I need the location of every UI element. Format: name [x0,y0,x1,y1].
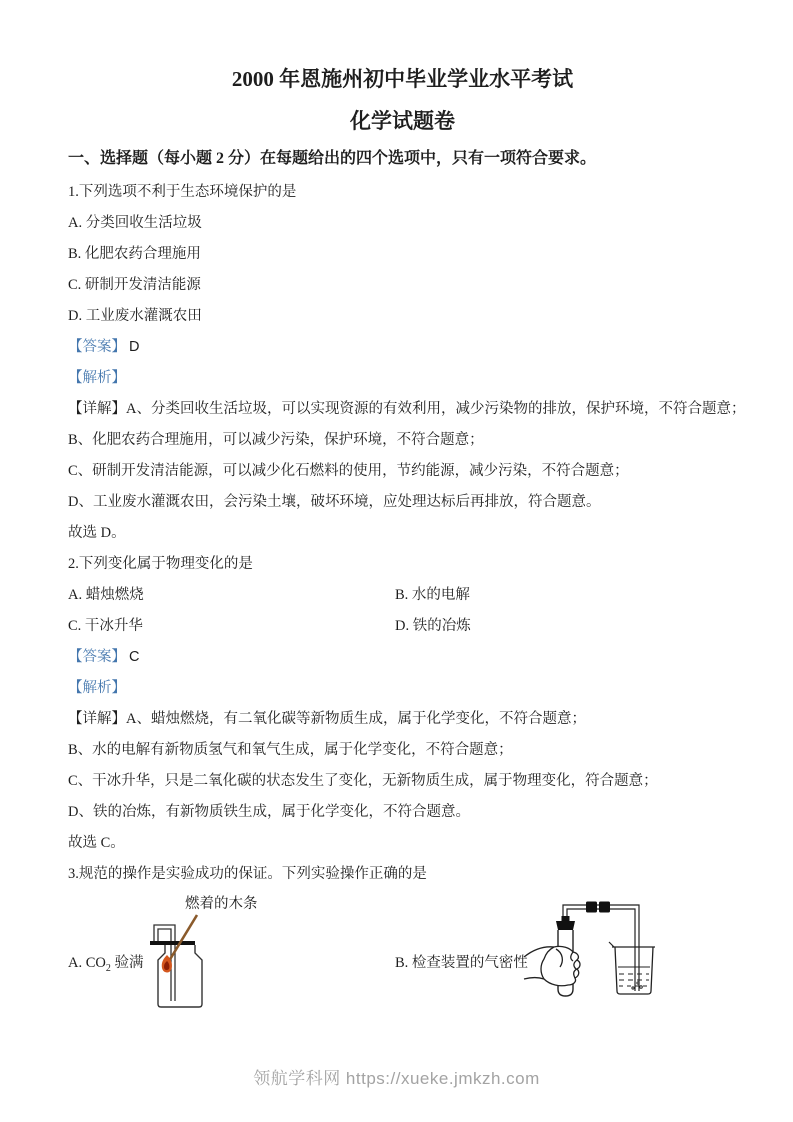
q2-option-c: C. 干冰升华 [68,617,143,634]
q2-conclusion: 故选 C。 [68,834,125,851]
q3-stem: 3.规范的操作是实验成功的保证。下列实验操作正确的是 [68,865,427,882]
question-1 [68,176,746,548]
q2-answer-value: C [129,648,140,665]
q2-detail-d: D、铁的冶炼，有新物质铁生成，属于化学变化，不符合题意。 [68,803,470,820]
q2-detail-b: B、水的电解有新物质氢气和氧气生成，属于化学变化，不符合题意； [68,741,513,758]
q2-answer-line [68,641,737,672]
tube-connector [586,902,597,913]
bottle-lid-bar [150,941,195,945]
figure-a-gas-bottle-diagram [150,913,212,1011]
q2-option-a: A. 蜡烛燃烧 [68,586,144,603]
question-3 [68,858,737,1019]
q1-detail-b: B、化肥农药合理施用，可以减少污染，保护环境，不符合题意； [68,431,484,448]
q2-detail-a: 【详解】A、蜡烛燃烧，有二氧化碳等新物质生成，属于化学变化，不符合题意； [68,710,586,727]
hand [524,946,580,985]
q1-option-d: D. 工业废水灌溉农田 [68,307,202,324]
page-title-line1: 2000 年恩施州初中毕业学业水平考试 [231,67,574,91]
figure-b-airtightness-diagram [520,901,665,1003]
q1-detail-c: C、研制开发清洁能源，可以减少化石燃料的使用，节约能源，减少污染，不符合题意； [68,462,629,479]
q2-stem: 2.下列变化属于物理变化的是 [68,555,253,572]
q2-detail-c: C、干冰升华，只是二氧化碳的状态发生了变化，无新物质生成，属于物理变化，符合题意； [68,772,658,789]
answer-label: 【答案】 [68,648,126,665]
q3-option-b: B. 检查装置的气密性 [395,954,528,971]
gas-bottle [158,945,202,1007]
burning-splint-label: 燃着的木条 [185,896,258,912]
beaker [609,942,655,994]
water-in-beaker [618,967,650,989]
question-2 [68,548,737,858]
analysis-label: 【解析】 [68,369,126,386]
q2-options-row-1 [68,579,737,610]
q1-detail-a: 【详解】A、分类回收生活垃圾，可以实现资源的有效利用，减少污染物的排放，保护环境，不符合题意； [68,400,746,417]
q1-option-c: C. 研制开发清洁能源 [68,276,201,293]
q2-analysis-line [68,672,737,703]
answer-label: 【答案】 [68,338,126,355]
q1-conclusion: 故选 D。 [68,524,126,541]
q2-options-row-2 [68,610,737,641]
q1-option-b: B. 化肥农药合理施用 [68,245,201,262]
q3-option-a-suffix: 验满 [110,954,144,971]
q1-answer-value: D [129,338,140,355]
q2-option-b: B. 水的电解 [395,586,470,603]
watermark-footer: 领航学科网 https://xueke.jmkzh.com [253,1069,540,1088]
wood-splint [169,915,197,961]
page-title-line2: 化学试题卷 [350,109,455,133]
q1-answer-line [68,331,737,362]
q3-figures [68,897,737,1019]
q1-analysis-line [68,362,737,393]
q3-option-a-subscript: 2 [105,962,111,974]
q1-stem: 1.下列选项不利于生态环境保护的是 [68,183,297,200]
q2-option-d: D. 铁的冶炼 [395,617,471,634]
q1-option-a: A. 分类回收生活垃圾 [68,214,202,231]
q3-option-a-prefix: A. CO [68,954,106,971]
q3-option-a [68,956,144,976]
section-header: 一、选择题（每小题 2 分）在每题给出的四个选项中，只有一项符合要求。 [68,150,597,167]
analysis-label: 【解析】 [68,679,126,696]
q1-detail-d: D、工业废水灌溉农田，会污染土壤，破坏环境，应处理达标后再排放，符合题意。 [68,493,601,510]
rubber-stopper [556,916,575,930]
